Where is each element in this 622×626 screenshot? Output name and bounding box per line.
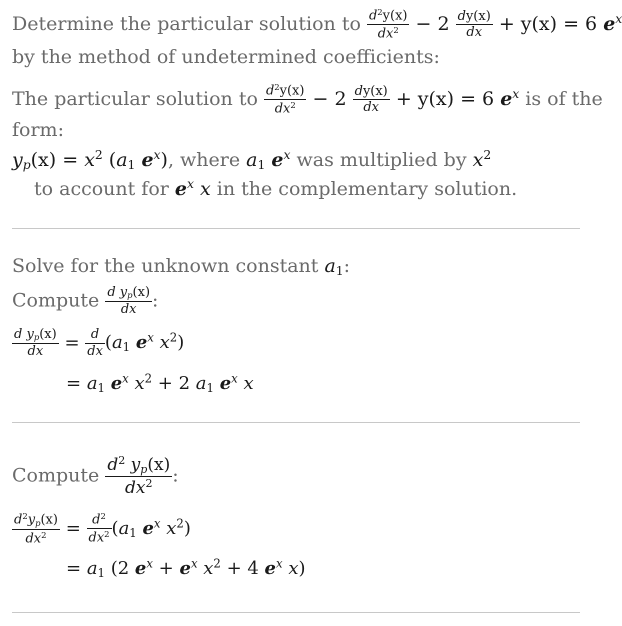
form-where-text: , where [167,148,241,171]
intro-line1-text: The particular solution to [12,87,258,110]
problem-line1-text: Determine the particular solution to [12,12,361,35]
intro-line2-text: form: [12,119,64,141]
section-divider-1 [12,228,580,229]
ode-equation-2: $\frac{d^2y(x)}{dx^2}$ − 2 $\frac{dy(x)}{dx}$ + y(x) = 6 $e^x$ [265,82,520,117]
problem-line2-text: by the method of undetermined coefficients: [12,46,440,68]
step1-compute-label: Compute [12,289,100,312]
step1-compute: Compute $\frac{d y_p(x)}{dx}$ : [12,285,159,317]
solve-heading-text: Solve for the unknown constant [12,255,319,277]
step2-compute: Compute $\frac{d^2 y_p(x)}{dx^2}$ : [12,454,179,499]
particular-solution-intro [12,83,603,117]
problem-line2 [12,46,440,68]
particular-form: $y_p(x) = x^2$ ($a_1$ $e^x$), where $a_1$ $e^x$ was multiplied by $x^2$ [12,148,492,172]
step2-compute-label: Compute [12,464,100,487]
ode-equation: $\frac{d^2y(x)}{dx^2}$ − 2 $\frac{dy(x)}{dx}$ + y(x) = 6 $e^x$ [368,7,622,42]
form-line2-a: to account for [34,177,169,200]
form-line2: to account for $e^x$ x in the complementary solution. [34,177,518,200]
form-multiplied-text: was multiplied by [296,148,467,171]
intro-line1-suffix: is of the [525,87,603,110]
step1-result: = $a_1$ $e^x$ $x^2 + 2$ $a_1$ $e^x$ x [66,372,254,396]
dyp-dx-fraction: $\frac{d y_p(x)}{dx}$ [107,285,151,317]
step2-result: = $a_1$ (2 $e^x + e^x$ $x^2 + 4$ $e^x$ x) [66,557,306,581]
form-line2-b: in the complementary solution. [216,177,518,200]
step2-derivation: $\frac{d^2y_p(x)}{dx^2}$ = $\frac{d^2}{dx^2}$ ($a_1$ $e^x$ $x^2$) [14,511,191,547]
d2yp-dx2-fraction: $\frac{d^2 y_p(x)}{dx^2}$ [107,454,171,499]
problem-statement [12,8,622,42]
intro-line2 [12,119,64,141]
second-derivative-fraction: $\frac{d^2y(x)}{dx^2}$ [368,7,408,42]
step1-derivation: $\frac{d y_p(x)}{dx}$ = $\frac{d}{dx}$ ($a_1$ $e^x$ $x^2$) [14,327,185,359]
first-derivative-fraction: $\frac{dy(x)}{dx}$ [457,8,491,41]
section-divider-2 [12,422,580,423]
solve-heading: Solve for the unknown constant $a_1$: [12,255,351,279]
section-divider-3 [12,612,580,613]
